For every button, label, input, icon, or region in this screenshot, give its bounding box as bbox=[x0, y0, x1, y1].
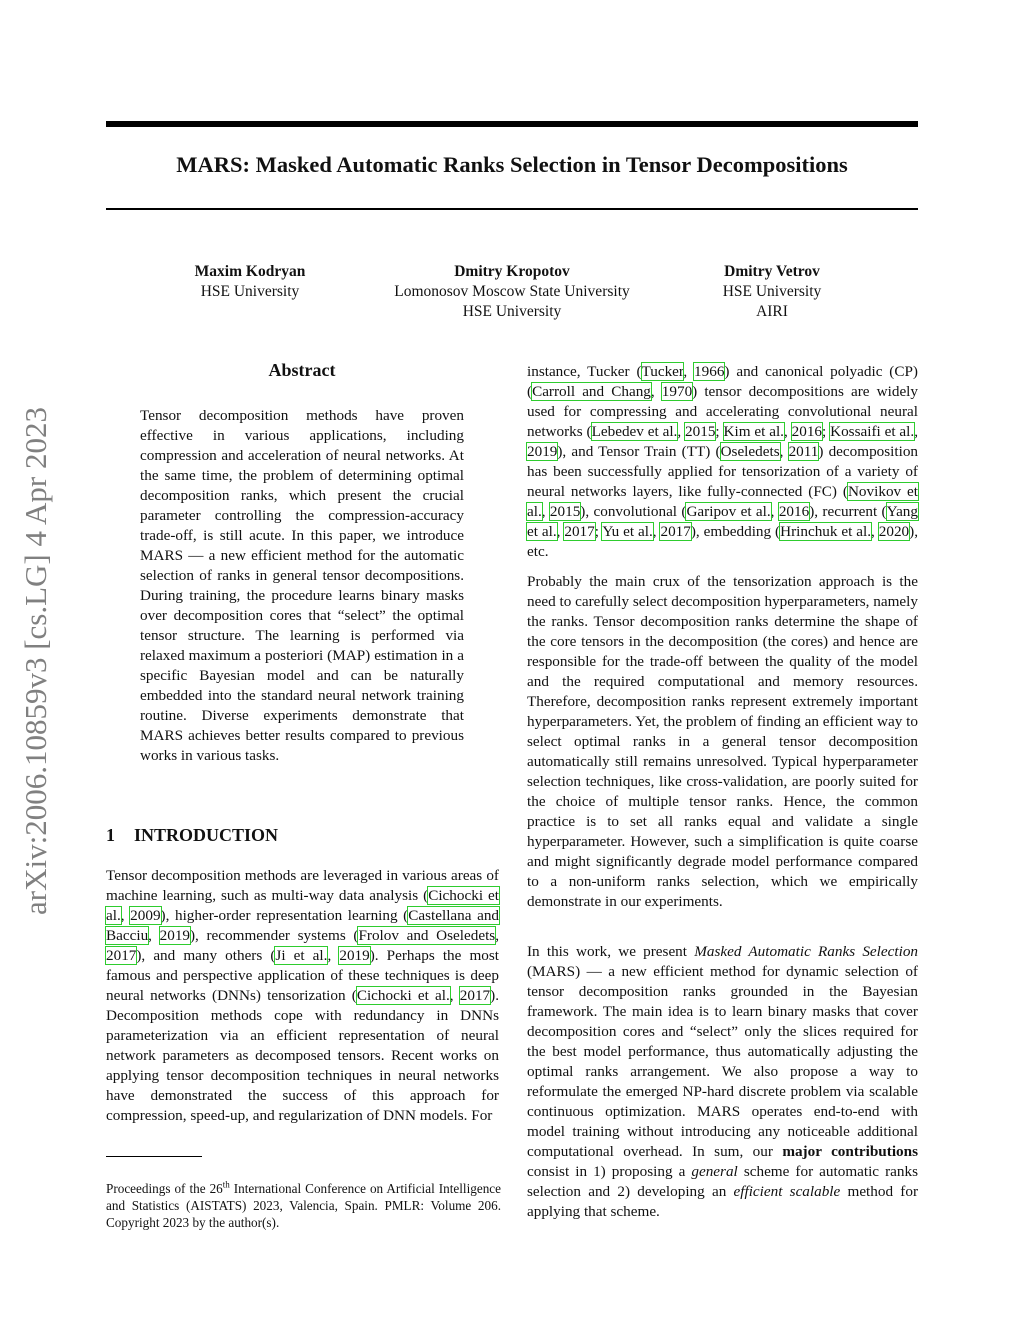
citation-link[interactable]: Hrinchuk et al. bbox=[780, 523, 872, 540]
footnote-rule bbox=[106, 1156, 202, 1157]
section-title: INTRODUCTION bbox=[134, 825, 279, 845]
citation-link[interactable]: 2017 bbox=[459, 987, 491, 1004]
author-block bbox=[150, 262, 350, 302]
arxiv-identifier: arXiv:2006.10859v3 [cs.LG] 4 Apr 2023 bbox=[18, 407, 53, 915]
citation-link[interactable]: Cichocki et al. bbox=[106, 887, 499, 924]
citation-link[interactable]: Kossaifi et al. bbox=[830, 423, 915, 440]
citation-link[interactable]: 2017 bbox=[564, 523, 595, 540]
citation-link[interactable]: 1970 bbox=[661, 383, 693, 400]
section-number: 1 bbox=[106, 825, 115, 845]
author-name: Maxim Kodryan bbox=[194, 263, 306, 280]
citation-link[interactable]: Oseledets bbox=[720, 443, 780, 460]
section-heading-introduction bbox=[106, 823, 278, 847]
citation-link[interactable]: Frolov and Oseledets bbox=[358, 927, 496, 944]
arxiv-sidebar bbox=[16, 362, 56, 960]
author-affiliation: HSE University bbox=[722, 283, 822, 300]
citation-link[interactable]: 2017 bbox=[660, 523, 691, 540]
citation-link[interactable]: Cichocki et al. bbox=[356, 987, 450, 1004]
author-block bbox=[352, 262, 672, 322]
citation-link[interactable]: Carroll and Chang bbox=[532, 383, 651, 400]
citation-link[interactable]: Tucker bbox=[641, 363, 684, 380]
citation-link[interactable]: 2019 bbox=[159, 927, 190, 944]
citation-link[interactable]: Yu et al. bbox=[602, 523, 653, 540]
intro-paragraph-4: In this work, we present Masked Automatic Ranks Selection (MARS) — a new efficient method for dynamic selection of tensor decomposition ranks grounded in the Bayesian framework. The main idea is to learn binary masks that cover decomposition cores and “select” only the slices required for the best model performance, thus automatically adjusting the optimal ranks arrangement. We also propose a way to reformulate the emerged NP-hard discrete problem via scalable continuous optimization. MARS operates end-to-end with model training without introducing any noticeable additional computational overhead. In sum, our major contributions consist in 1) proposing a general scheme for automatic ranks selection and 2) developing an efficient scalable method for applying that scheme. bbox=[527, 943, 919, 1220]
abstract-heading: Abstract bbox=[268, 360, 336, 380]
intro-paragraph-1: Tensor decomposition methods are leveraged in various areas of machine learning, such as multi-way data analysis (Cichocki et al., 2009), higher-order representation learning (Castellana and Bacciu, 2019), recommender systems (Frolov and Oseledets, 2017), and many others (Ji et al., 2019). Perhaps the most famous and perspective application of these techniques is deep neural networks (DNNs) tensorization (Cichocki et al., 2017). Decomposition methods cope with redundancy in DNNs parameterization via an efficient representation of neural network parameters as decomposed tensors. Recent works on applying tensor decomposition techniques in neural networks have demonstrated the success of this approach for compression, speed-up, and regularization of DNN models. For bbox=[106, 867, 500, 1124]
author-affiliation: HSE University bbox=[462, 303, 562, 320]
author-name: Dmitry Kropotov bbox=[454, 263, 570, 280]
citation-link[interactable]: Lebedev et al. bbox=[591, 423, 678, 440]
citation-link[interactable]: 2016 bbox=[778, 503, 810, 520]
author-block bbox=[682, 262, 862, 322]
citation-link[interactable]: Novikov et al. bbox=[527, 483, 918, 520]
citation-link[interactable]: Castellana and Bacciu bbox=[106, 907, 500, 944]
author-affiliation: HSE University bbox=[200, 283, 300, 300]
citation-link[interactable]: 1966 bbox=[694, 363, 725, 380]
title-rule-top bbox=[106, 121, 918, 127]
intro-paragraph-3: Probably the main crux of the tensorization approach is the need to carefully select decomposition hyperparameters, namely the ranks. Tensor decomposition ranks determine the shape of the core tensors in the decomposition (the cores) and hence are responsible for the trade-off between the quality of the model and the required computational and memory resources. Therefore, decomposition ranks represent extremely important hyperparameters. Yet, the problem of finding an efficient way to select optimal ranks in a general tensor decomposition automatically still remains unresolved. Typical hyperparameter selection techniques, like cross-validation, are poorly suited for the choice of multiple tensor ranks. Hence, the common practice is to set all ranks equal and validate a single hyperparameter. However, such a simplification is quite coarse and might significantly degrade model performance compared to a non-uniform ranks selection, which we empirically demonstrate in our experiments. bbox=[527, 573, 918, 910]
author-affiliation: AIRI bbox=[756, 303, 788, 320]
citation-link[interactable]: 2011 bbox=[788, 443, 819, 460]
author-affiliation: Lomonosov Moscow State University bbox=[394, 283, 630, 300]
citation-link[interactable]: 2017 bbox=[106, 947, 137, 964]
proceedings-footnote: Proceedings of the 26th International Conference on Artificial Intelligence and Statistics (AISTATS) 2023, Valencia, Spain. PMLR: Volume 206. Copyright 2023 by the author(s). bbox=[106, 1179, 501, 1230]
paper-title: MARS: Masked Automatic Ranks Selection in Tensor Decompositions bbox=[176, 152, 848, 177]
author-name: Dmitry Vetrov bbox=[724, 263, 820, 280]
citation-link[interactable]: Kim et al. bbox=[723, 423, 784, 440]
citation-link[interactable]: 2015 bbox=[685, 423, 716, 440]
abstract-text: Tensor decomposition methods have proven effective in various applications, including compression and acceleration of neural networks. At the same time, the problem of determining optimal decomposition ranks, which present the crucial parameter controlling the compression-accuracy trade-off, is still acute. In this paper, we introduce MARS — a new efficient method for the automatic selection of ranks in general tensor decompositions. During training, the procedure learns binary masks over decomposition cores that “select” the optimal tensor structure. The learning is performed via relaxed maximum a posteriori (MAP) estimation in a specific Bayesian model and can be naturally embedded into the standard neural network training routine. Diverse experiments demonstrate that MARS achieves better results compared to previous works in various tasks. bbox=[140, 407, 464, 764]
citation-link[interactable]: Yang et al. bbox=[527, 503, 918, 540]
citation-link[interactable]: 2020 bbox=[878, 523, 910, 540]
intro-paragraph-2: instance, Tucker (Tucker, 1966) and canonical polyadic (CP) (Carroll and Chang, 1970) tensor decompositions are widely used for compressing and accelerating convolutional neural networks (Lebedev et al., 2015; Kim et al., 2016; Kossaifi et al., 2019), and Tensor Train (TT) (Oseledets, 2011) decomposition has been successfully applied for tensorization of a variety of neural networks layers, like fully-connected (FC) (Novikov et al., 2015), convolutional (Garipov et al., 2016), recurrent (Yang et al., 2017; Yu et al., 2017), embedding (Hrinchuk et al., 2020), etc. bbox=[527, 363, 919, 560]
title-rule-bottom bbox=[106, 208, 918, 210]
citation-link[interactable]: 2016 bbox=[791, 423, 823, 440]
citation-link[interactable]: 2019 bbox=[527, 443, 558, 460]
citation-link[interactable]: Garipov et al. bbox=[686, 503, 771, 520]
citation-link[interactable]: Ji et al. bbox=[275, 947, 328, 964]
citation-link[interactable]: 2009 bbox=[130, 907, 161, 924]
citation-link[interactable]: 2019 bbox=[339, 947, 370, 964]
citation-link[interactable]: 2015 bbox=[549, 503, 581, 520]
